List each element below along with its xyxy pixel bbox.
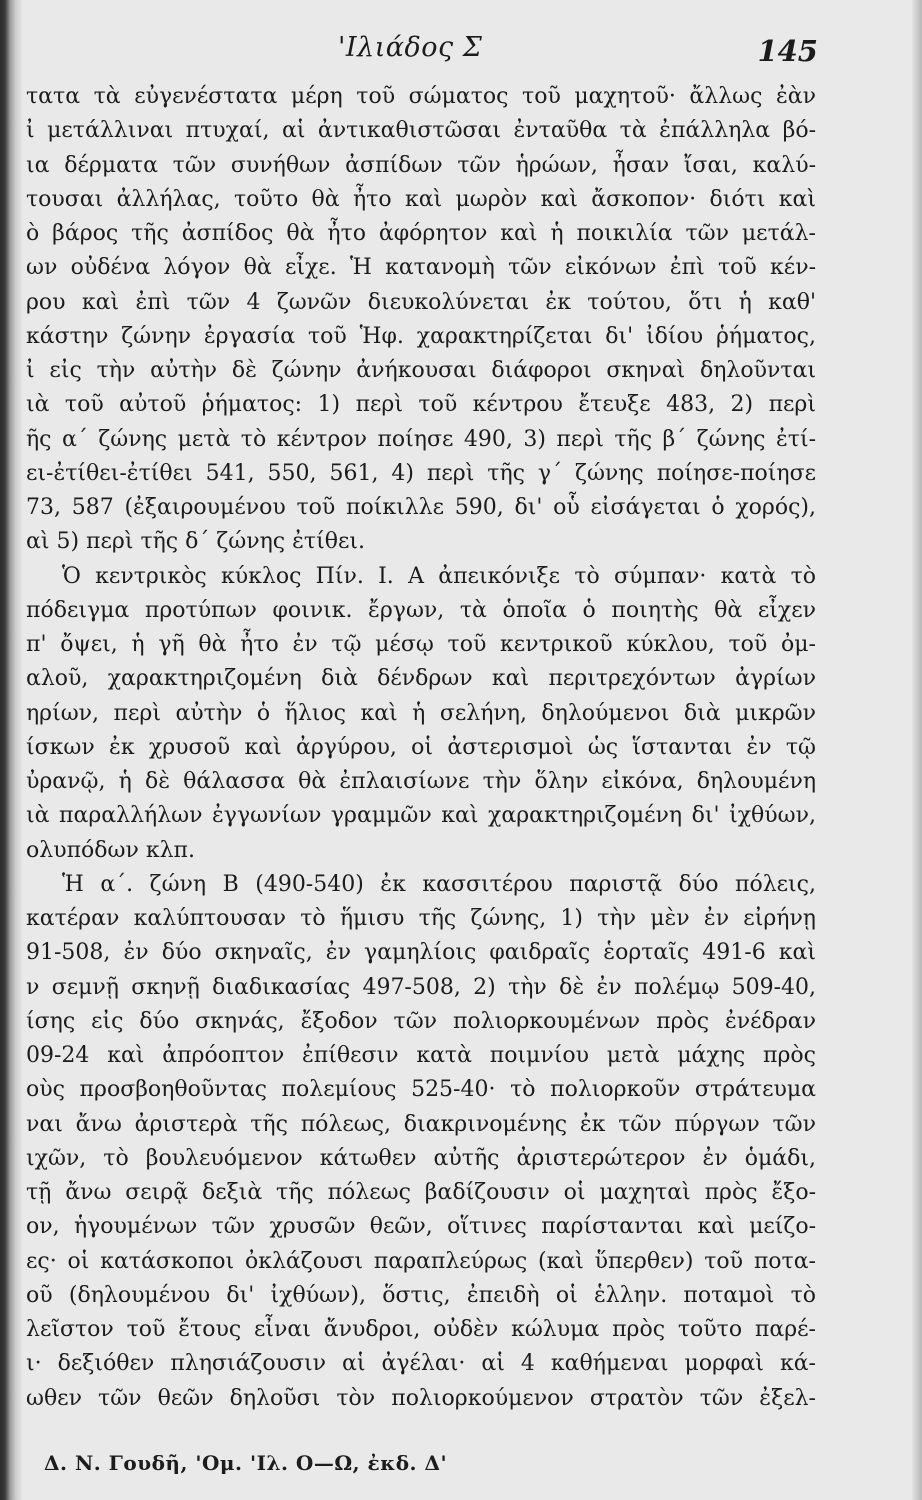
text-line: ει-ἐτίθει-ἐτίθει 541, 550, 561, 4) περὶ τῆς γ΄ ζώνης ποίησε-ποίησε: [26, 460, 816, 486]
text-line: ι· δεξιόθεν πλησιάζουσιν αἱ ἀγέλαι· αἱ 4 καθήμεναι μορφαὶ κά-: [26, 1351, 816, 1377]
footer-signature: Δ. Ν. Γουδῆ, 'Ομ. 'Ιλ. Ο—Ω, ἐκδ. Δ': [44, 1451, 448, 1475]
text-line: ιὰ τοῦ αὐτοῦ ῥήματος: 1) περὶ τοῦ κέντρου ἔτευξε 483, 2) περὶ: [26, 392, 816, 418]
text-line: ηρίων, περὶ αὐτὴν ὁ ἥλιος καὶ ἡ σελήνη, δηλούμενοι διὰ μικρῶν: [26, 700, 816, 726]
text-line: 09-24 καὶ ἀπρόοπτον ἐπίθεσιν κατὰ ποιμνίου μετὰ μάχης πρὸς: [26, 1043, 816, 1068]
page-edge-shadow: [912, 0, 922, 1500]
text-line: ιὰ παραλλήλων ἐγγωνίων γραμμῶν καὶ χαρακτηριζομένη δι' ἰχθύων,: [26, 803, 816, 829]
text-line: οὺς προσβοηθοῦντας πολεμίους 525-40· τὸ πολιορκοῦν στράτευμα: [26, 1077, 816, 1103]
paragraph-start-line: Ἡ α΄. ζώνη Β (490-540) ἐκ κασσιτέρου παριστᾷ δύο πόλεις,: [62, 871, 816, 897]
text-line: ια δέρματα τῶν συνήθων ἀσπίδων τῶν ἡρώων, ἦσαν ἴσαι, καλύ-: [26, 152, 816, 178]
text-line: ον, ἡγουμένων τῶν χρυσῶν θεῶν, οἵτινες παρίστανται καὶ μείζο-: [26, 1214, 816, 1240]
text-line: ὸ βάρος τῆς ἀσπίδος θὰ ἦτο ἀφόρητον καὶ ἡ ποικιλία τῶν μετάλ-: [26, 221, 816, 246]
text-line: ρου καὶ ἐπὶ τῶν 4 ζωνῶν διευκολύνεται ἐκ τούτου, ὅτι ἡ καθ': [26, 289, 816, 315]
text-line: πόδειγμα προτύπων φοινικ. ἔργων, τὰ ὁποῖα ὁ ποιητὴς θὰ εἶχεν: [26, 597, 816, 623]
text-line: τῇ ἄνω σειρᾷ δεξιὰ τῆς πόλεως βαδίζουσιν οἱ μαχηταὶ πρὸς ἔξο-: [26, 1180, 816, 1205]
text-line: ὐρανῷ, ἡ δὲ θάλασσα θὰ ἐπλαισίωνε τὴν ὅλην εἰκόνα, δηλουμένη: [26, 769, 816, 794]
text-line: τουσαι ἀλλήλας, τοῦτο θὰ ἦτο καὶ μωρὸν καὶ ἄσκοπον· διότι καὶ: [26, 186, 816, 212]
running-head: 'Ιλιάδος Σ: [338, 32, 483, 63]
text-line: κάστην ζώνην ἐργασία τοῦ Ἡφ. χαρακτηρίζεται δι' ἰδίου ῥήματος,: [26, 323, 816, 349]
page-number: 145: [757, 34, 818, 68]
text-line: ολυπόδων κλπ.: [26, 837, 195, 863]
text-line: ἰ εἰς τὴν αὐτὴν δὲ ζώνην ἀνήκουσαι διάφοροι σκηναὶ δηλοῦνται: [26, 358, 816, 383]
text-line: ναι ἄνω ἀριστερὰ τῆς πόλεως, διακρινομένης ἐκ τῶν πύργων τῶν: [26, 1111, 816, 1137]
text-line: 73, 587 (ἐξαιρουμένου τοῦ ποίκιλλε 590, δι' οὗ εἰσάγεται ὁ χορός),: [26, 495, 816, 520]
text-line: ωθεν τῶν θεῶν δηλοῦσι τὸν πολιορκούμενον στρατὸν τῶν ἐξελ-: [26, 1385, 816, 1411]
text-line: ἰ μετάλλιναι πτυχαί, αἱ ἀντικαθιστῶσαι ἐνταῦθα τὰ ἐπάλληλα βό-: [26, 118, 816, 144]
body-text: [26, 80, 816, 1416]
text-line: λεῖστον τοῦ ἔτους εἶναι ἄνυδροι, οὐδὲν κώλυμα πρὸς τοῦτο παρέ-: [26, 1317, 816, 1342]
text-line: ῆς α΄ ζώνης μετὰ τὸ κέντρον ποίησε 490, 3) περὶ τῆς β΄ ζώνης ἐτί-: [26, 426, 816, 452]
text-line: 91-508, ἐν δύο σκηναῖς, ἐν γαμηλίοις φαιδραῖς ἑορταῖς 491-6 καὶ: [26, 940, 816, 966]
text-line: ίσης εἰς δύο σκηνάς, ἔξοδον τῶν πολιορκουμένων πρὸς ἐνέδραν: [26, 1008, 816, 1034]
text-line: ων οὐδένα λόγον θὰ εἶχε. Ἡ κατανομὴ τῶν εἰκόνων ἐπὶ τοῦ κέν-: [26, 255, 816, 281]
page-header: [28, 30, 818, 70]
text-line: π' ὄψει, ἡ γῆ θὰ ἦτο ἐν τῷ μέσῳ τοῦ κεντρικοῦ κύκλου, τοῦ ὀμ-: [26, 632, 816, 657]
text-line: ιχῶν, τὸ βουλευόμενον κάτωθεν αὐτῆς ἀριστερώτερον ἐν ὁμάδι,: [26, 1145, 816, 1171]
text-line: τατα τὰ εὐγενέστατα μέρη τοῦ σώματος τοῦ μαχητοῦ· ἄλλως ἐὰν: [26, 84, 816, 109]
text-line: αλοῦ, χαρακτηριζομένη διὰ δένδρων καὶ περιτρεχόντων ἀγρίων: [26, 666, 816, 692]
book-binding-edge: [0, 0, 22, 1500]
text-line: κατέραν καλύπτουσαν τὸ ἥμισυ τῆς ζώνης, 1) τὴν μὲν ἐν εἰρήνῃ: [26, 906, 816, 931]
text-line: ες· οἱ κατάσκοποι ὀκλάζουσι παραπλεύρως (καὶ ὕπερθεν) τοῦ ποτα-: [26, 1248, 816, 1274]
text-line: οῦ (δηλουμένου δι' ἰχθύων), ὅστις, ἐπειδὴ οἱ ἑλλην. ποταμοὶ τὸ: [26, 1282, 816, 1308]
text-line: αὶ 5) περὶ τῆς δ΄ ζώνης ἐτίθει.: [26, 529, 365, 555]
text-line: ν σεμνῇ σκηνῇ διαδικασίας 497-508, 2) τὴν δὲ ἐν πολέμῳ 509-40,: [26, 974, 816, 1000]
paragraph-start-line: Ὁ κεντρικὸς κύκλος Πίν. Ι. Α ἀπεικόνιξε τὸ σύμπαν· κατὰ τὸ: [62, 563, 816, 589]
text-line: ίσκων ἐκ χρυσοῦ καὶ ἀργύρου, οἱ ἀστερισμοὶ ὡς ἵστανται ἐν τῷ: [26, 734, 816, 760]
